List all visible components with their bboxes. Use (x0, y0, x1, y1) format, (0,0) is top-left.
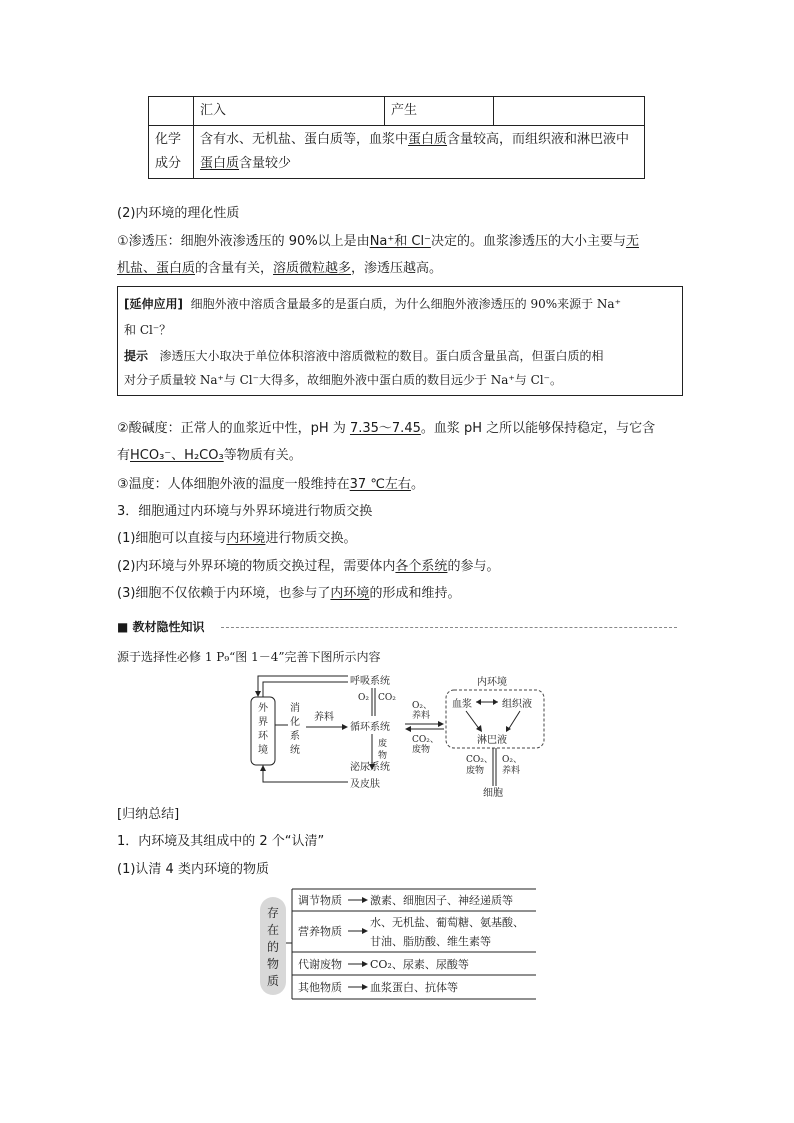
diagram-label: O₂ (358, 693, 369, 703)
underlined-text: HCO₃⁻、H₂CO₃ (130, 448, 224, 463)
box-tag: [延伸应用] (124, 297, 183, 311)
diagram-label: 消 (290, 703, 300, 714)
composition-table (148, 96, 645, 179)
diagram-label: 细胞 (483, 788, 503, 799)
arrowhead (255, 691, 261, 697)
diagram-label: 境 (258, 745, 268, 756)
arrow-line (508, 711, 520, 730)
underlined-text: 内环境 (330, 586, 370, 601)
diagram-label: 系 (290, 731, 300, 742)
diagram-label: 养料 (412, 711, 431, 721)
answer-text: 渗透压大小取决于单位体积溶液中溶质微粒的数目。蛋白质含量虽高，但蛋白质的相 (159, 349, 604, 363)
tree-category: 营养物质 (298, 925, 342, 938)
diagram-label: CO₂、 (412, 735, 439, 745)
tip-label: 提示 (124, 349, 149, 363)
arrowhead (438, 721, 444, 727)
root-label: 质 (266, 974, 280, 988)
root-label: 在 (266, 923, 280, 937)
table-cell: 产生 (385, 97, 494, 126)
tree-category: 代谢废物 (298, 958, 342, 971)
diagram-label: 组织液 (502, 699, 532, 710)
text: 含有水、无机盐、蛋白质等，血浆中 (200, 132, 409, 147)
text: 进行物质交换。 (265, 531, 357, 546)
tree-value: 激素、细胞因子、神经递质等 (370, 894, 513, 907)
text: 决定的。血浆渗透压的大小主要与 (430, 234, 626, 249)
paragraph-osmotic-cont (117, 260, 442, 278)
diagram-label: 泌尿系统 (350, 762, 390, 773)
box-line (124, 317, 676, 343)
diagram-label: CO₂、 (466, 755, 493, 765)
section-heading: (2)内环境的理化性质 (117, 206, 240, 221)
substance-tree (256, 883, 546, 1003)
underlined-text: 蛋白质 (408, 132, 448, 147)
underlined-text: 37 ℃左右 (349, 477, 411, 492)
table-cell: 汇入 (194, 97, 385, 126)
arrowhead (362, 928, 368, 934)
list-item (117, 530, 356, 548)
text: 含量较少 (239, 156, 292, 171)
box-line (124, 291, 676, 317)
text: 有 (117, 448, 131, 463)
text: 的参与。 (447, 559, 500, 574)
label-line: 成分 (155, 156, 182, 171)
text: ①渗透压：细胞外液渗透压的 90%以上是由 (117, 234, 370, 249)
extension-box (117, 286, 683, 396)
question-text: 和 Cl⁻？ (124, 323, 172, 337)
text: 含量较高，而组织液和淋巴液中 (447, 132, 630, 147)
diagram-label: 养料 (502, 766, 521, 776)
list-item (117, 558, 499, 576)
arrowhead (362, 984, 368, 990)
underlined-text: 机盐、蛋白质 (117, 261, 196, 276)
hidden-knowledge-title: ■ 教材隐性知识 (117, 620, 205, 634)
diagram-label: 物 (378, 751, 388, 761)
paragraph-ph (117, 420, 655, 438)
arrow-line (258, 676, 348, 692)
diagram-label: 界 (258, 717, 268, 728)
table-cell (494, 97, 645, 126)
section-heading: 3．细胞通过内环境与外界环境进行物质交换 (117, 504, 373, 519)
arrowhead (362, 961, 368, 967)
arrowhead (405, 726, 411, 732)
title-text: 教材隐性知识 (132, 620, 205, 634)
tree-value: 水、无机盐、葡萄糖、氨基酸、 (370, 916, 524, 929)
arrowhead (476, 699, 481, 705)
diagram-label: 废 (378, 739, 388, 749)
underlined-text: 无 (625, 234, 639, 249)
text: 的形成和维持。 (369, 586, 461, 601)
table-row (149, 97, 645, 126)
diagram-label: 化 (290, 717, 300, 728)
tree-value: 甘油、脂肪酸、维生素等 (370, 935, 491, 948)
arrowhead (493, 699, 498, 705)
tree-value: CO₂、尿素、尿酸等 (370, 958, 469, 971)
diagram-label: 循环系统 (350, 722, 390, 733)
diagram-label: 淋巴液 (477, 735, 507, 746)
paragraph-ph-cont (117, 447, 302, 465)
text: 。血浆 pH 之所以能够保持稳定，与它含 (420, 421, 656, 436)
text: ③温度：人体细胞外液的温度一般维持在 (117, 477, 350, 492)
underlined-text: 内环境 (226, 531, 266, 546)
diagram-label: 呼吸系统 (350, 676, 390, 687)
label-line: 化学 (155, 132, 182, 147)
root-label: 存 (266, 906, 280, 920)
diagram-label: 环 (258, 731, 268, 742)
underlined-text: 蛋白质 (200, 156, 240, 171)
text: ，渗透压越高。 (351, 261, 443, 276)
diagram-label: 及皮肤 (350, 779, 380, 790)
diagram-label: 血浆 (452, 699, 472, 710)
diagram-label: O₂、 (412, 701, 432, 711)
text: (3)细胞不仅依赖于内环境，也参与了 (117, 586, 331, 601)
table-row-label (149, 126, 194, 179)
table-cell (194, 126, 645, 179)
list-item (117, 585, 460, 603)
underlined-text: 7.35～7.45 (349, 421, 421, 436)
tree-category: 其他物质 (298, 981, 342, 994)
text: 等物质有关。 (223, 448, 302, 463)
underlined-text: Na⁺和 Cl⁻ (369, 234, 431, 249)
arrow-line (263, 682, 348, 697)
source-note: 源于选择性必修 1 P₉“图 1－4”完善下图所示内容 (117, 650, 381, 664)
arrowhead (342, 724, 348, 730)
diagram-label: 废物 (412, 745, 431, 755)
summary-heading: 1．内环境及其组成中的 2 个“认清” (117, 834, 325, 849)
box-line (124, 343, 676, 369)
text: 的含量有关， (195, 261, 274, 276)
tree-category: 调节物质 (298, 894, 342, 907)
summary-subheading: (1)认清 4 类内环境的物质 (117, 862, 269, 877)
diagram-label: CO₂ (378, 693, 396, 703)
tree-value: 血浆蛋白、抗体等 (370, 981, 458, 994)
paragraph-osmotic (117, 233, 639, 251)
diagram-label: 外 (258, 703, 268, 714)
diagram-label: 统 (290, 745, 300, 756)
text: (1)细胞可以直接与 (117, 531, 227, 546)
hidden-knowledge-header (117, 618, 677, 638)
table-cell (149, 97, 194, 126)
arrowhead (260, 765, 266, 771)
arrow-line (466, 711, 480, 730)
summary-tag: [归纳总结] (117, 807, 180, 822)
paragraph-temp (117, 476, 424, 494)
diagram-label: 内环境 (477, 677, 507, 688)
answer-text: 对分子质量较 Na⁺与 Cl⁻大得多，故细胞外液中蛋白质的数目远少于 Na⁺与 Cl⁻。 (124, 373, 562, 387)
underlined-text: 溶质微粒越多 (273, 261, 352, 276)
text: 。 (410, 477, 424, 492)
question-text: 细胞外液中溶质含量最多的是蛋白质，为什么细胞外液渗透压的 90%来源于 Na⁺ (190, 297, 621, 311)
table-row (149, 126, 645, 179)
text: (2)内环境与外界环境的物质交换过程，需要体内 (117, 559, 396, 574)
root-label: 的 (266, 940, 280, 954)
diagram-label: O₂、 (502, 755, 522, 765)
exchange-diagram (240, 670, 560, 800)
divider (221, 627, 677, 628)
arrow-line (263, 765, 348, 782)
diagram-label: 废物 (466, 766, 485, 776)
text: ②酸碱度：正常人的血浆近中性，pH 为 (117, 421, 346, 436)
diagram-label: 养料 (314, 712, 334, 723)
root-label: 物 (266, 957, 280, 971)
arrowhead (362, 897, 368, 903)
underlined-text: 各个系统 (395, 559, 448, 574)
box-line (124, 367, 676, 393)
